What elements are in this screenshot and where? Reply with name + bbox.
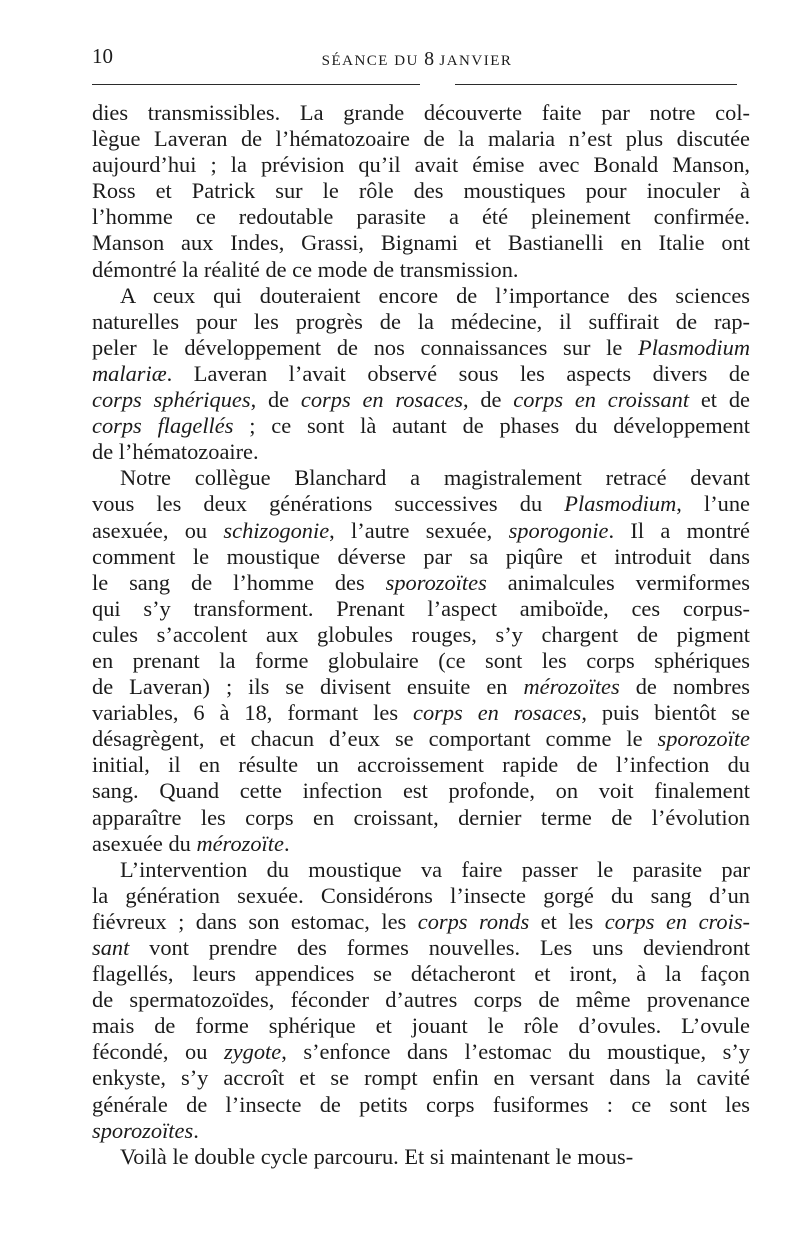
text-line <box>92 491 750 517</box>
text-run: vous les deux générations successives du <box>92 491 565 517</box>
header-rule-right <box>455 84 737 85</box>
text-run: comment le moustique déverse par sa piqûre et introduit dans <box>92 543 750 569</box>
text-run: enkyste, s’y accroît et se rompt enfin en versant dans la cavité <box>92 1065 750 1091</box>
text-line <box>92 752 750 778</box>
text-run: animalcules vermiformes <box>486 569 750 595</box>
italic-term: mérozoïte <box>196 830 284 856</box>
paragraph <box>92 283 750 466</box>
text-run: ; ce sont là autant de phases du développement <box>233 413 751 439</box>
italic-term: sant <box>92 935 130 960</box>
text-run: . Laveran l’avait observé sous les aspects divers de <box>166 360 750 386</box>
text-line <box>92 700 750 726</box>
text-run: de Laveran) ; ils se divisent ensuite en <box>92 674 524 700</box>
italic-term: corps flagellés <box>92 413 234 439</box>
text-run: . <box>193 1117 199 1143</box>
italic-term: malariæ <box>92 360 167 386</box>
text-run: de l’hématozoaire. <box>92 439 259 465</box>
text-line <box>92 1065 750 1091</box>
italic-term: corps en rosaces <box>300 387 463 413</box>
text-run: A ceux qui douteraient encore de l’importance des sciences <box>120 282 750 308</box>
text-run: . <box>283 830 290 856</box>
text-run: flagellés, leurs appendices se détacheront et iront, à la façon <box>92 961 750 987</box>
text-line <box>92 413 750 439</box>
text-line <box>92 805 750 831</box>
page-number: 10 <box>92 44 113 68</box>
italic-term: Plasmodium <box>638 334 750 360</box>
text-run: Voilà le double cycle parcouru. Et si maintenant le mous- <box>120 1143 634 1169</box>
text-run: , l’autre sexuée, <box>329 517 509 543</box>
text-run: de nombres <box>619 674 750 700</box>
text-run: et les <box>529 908 605 934</box>
text-line <box>92 126 750 152</box>
text-line <box>92 465 750 491</box>
text-run: qui s’y transforment. Prenant l’aspect amiboïde, ces corpus- <box>92 595 750 621</box>
text-line <box>92 361 750 387</box>
text-line <box>92 309 750 335</box>
text-line <box>92 1039 750 1065</box>
text-run: , de <box>250 387 301 413</box>
running-head-prefix: SÉANCE DU <box>321 53 419 69</box>
text-run: Ross et Patrick sur le rôle des moustiques pour inoculer à <box>92 178 750 204</box>
text-run: , s’enfonce dans l’estomac du moustique, s’y <box>281 1039 750 1065</box>
text-run: , de <box>462 387 514 413</box>
text-run: Manson aux Indes, Grassi, Bignami et Bastianelli en Italie ont <box>92 230 750 256</box>
text-run: la génération sexuée. Considérons l’insecte gorgé du sang d’un <box>92 882 750 908</box>
text-line <box>92 622 750 648</box>
italic-term: zygote <box>224 1039 282 1065</box>
text-line <box>92 935 750 961</box>
text-line <box>92 544 750 570</box>
body-text <box>92 100 750 1170</box>
text-run: lègue Laveran de l’hématozoaire de la malaria n’est plus discutée <box>92 126 750 152</box>
text-run: sang. Quand cette infection est profonde, on voit finalement <box>92 778 750 804</box>
paragraph <box>92 465 750 856</box>
italic-term: Plasmodium <box>564 491 677 517</box>
italic-term: sporogonie <box>508 517 609 543</box>
italic-term: sporozoïtes <box>92 1117 194 1143</box>
italic-term: schizogonie <box>223 517 330 543</box>
paragraph <box>92 857 750 1144</box>
text-run: l’homme ce redoutable parasite a été pleinement confirmée. <box>92 204 750 230</box>
text-run: dies transmissibles. La grande découverte faite par notre col- <box>92 100 750 125</box>
text-line <box>92 674 750 700</box>
text-run: le sang de l’homme des <box>92 569 386 595</box>
paragraph <box>92 100 750 283</box>
text-run: aujourd’hui ; la prévision qu’il avait émise avec Bonald Manson, <box>92 152 750 178</box>
italic-term: mérozoïtes <box>523 674 620 700</box>
text-run: Notre collègue Blanchard a magistralement retracé devant <box>120 465 750 491</box>
running-head-day: 8 <box>424 48 435 70</box>
text-run: fiévreux ; dans son estomac, les <box>92 908 418 934</box>
text-run: générale de l’insecte de petits corps fusiformes : ce sont les <box>92 1091 750 1117</box>
italic-term: corps en croissant <box>513 387 690 413</box>
text-run: mais de forme sphérique et jouant le rôle d’ovules. L’ovule <box>92 1013 750 1039</box>
italic-term: sporozoïte <box>657 726 750 752</box>
text-line <box>92 1144 750 1170</box>
text-run: cules s’accolent aux globules rouges, s’y chargent de pigment <box>92 621 750 647</box>
text-run: de spermatozoïdes, féconder d’autres corps de même provenance <box>92 987 750 1013</box>
text-run: L’intervention du moustique va faire passer le parasite par <box>120 856 750 882</box>
italic-term: corps sphériques <box>92 387 251 413</box>
text-line <box>92 283 750 309</box>
italic-term: corps en crois- <box>604 908 750 934</box>
text-run: asexuée du <box>92 830 197 856</box>
text-line <box>92 778 750 804</box>
text-run: asexuée, ou <box>92 517 224 543</box>
text-run: démontré la réalité de ce mode de transmission. <box>92 256 519 282</box>
text-run: apparaître les corps en croissant, dernier terme de l’évolution <box>92 804 750 830</box>
text-run: et de <box>689 387 750 413</box>
text-line <box>92 178 750 204</box>
text-line <box>92 648 750 674</box>
text-line <box>92 152 750 178</box>
text-run: désagrègent, et chacun d’eux se comportant comme le <box>92 726 658 752</box>
text-run: naturelles pour les progrès de la médecine, il suffirait de rap- <box>92 308 750 334</box>
text-line <box>92 857 750 883</box>
text-line <box>92 883 750 909</box>
text-line <box>92 831 750 857</box>
text-line <box>92 518 750 544</box>
text-run: . Il a montré <box>608 517 750 543</box>
running-head-month: JANVIER <box>439 53 513 69</box>
text-line <box>92 1118 750 1144</box>
italic-term: corps ronds <box>417 908 530 934</box>
text-line <box>92 909 750 935</box>
running-head <box>92 48 742 71</box>
paragraph <box>92 1144 750 1170</box>
text-run: en prenant la forme globulaire (ce sont les corps sphériques <box>92 647 750 673</box>
text-line <box>92 204 750 230</box>
text-line <box>92 1013 750 1039</box>
text-line <box>92 1092 750 1118</box>
text-run: peler le développement de nos connaissances sur le <box>92 334 639 360</box>
page-header <box>92 40 742 70</box>
text-line <box>92 439 750 465</box>
text-line <box>92 387 750 413</box>
text-line <box>92 726 750 752</box>
text-run: fécondé, ou <box>92 1039 224 1065</box>
text-run: , puis bientôt se <box>581 700 750 726</box>
text-line <box>92 961 750 987</box>
text-run: , l’une <box>676 491 750 517</box>
text-line <box>92 987 750 1013</box>
text-line <box>92 100 750 126</box>
italic-term: corps en rosaces <box>413 700 582 726</box>
text-line <box>92 596 750 622</box>
text-line <box>92 257 750 283</box>
text-run: initial, il en résulte un accroissement rapide de l’infection du <box>92 752 750 778</box>
text-run: variables, 6 à 18, formant les <box>92 700 413 726</box>
text-line <box>92 570 750 596</box>
text-run: vont prendre des formes nouvelles. Les uns deviendront <box>129 935 750 960</box>
text-line <box>92 335 750 361</box>
text-line <box>92 230 750 256</box>
header-rule-left <box>92 84 420 85</box>
italic-term: sporozoïtes <box>385 569 487 595</box>
